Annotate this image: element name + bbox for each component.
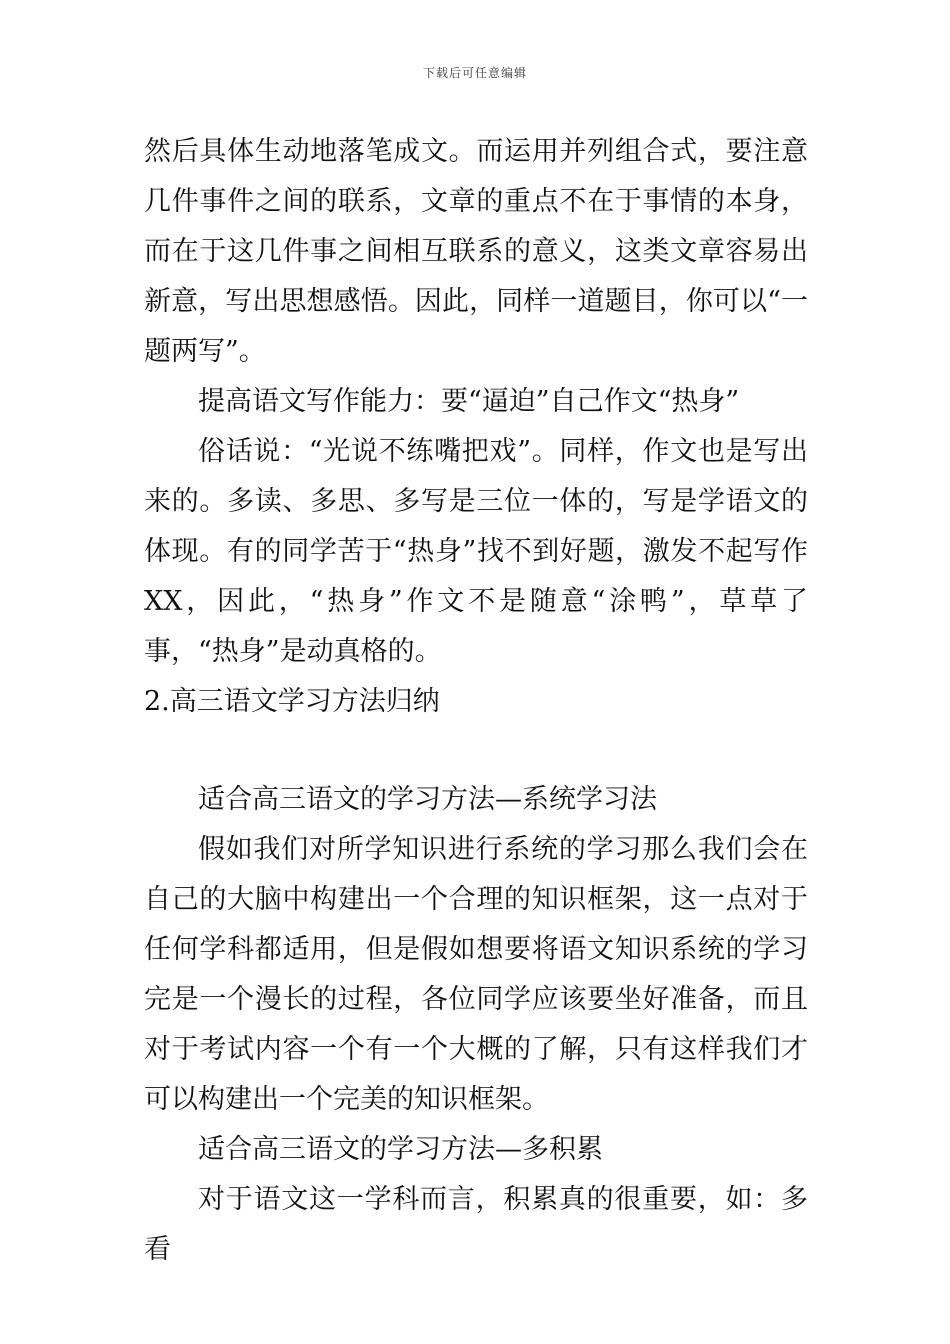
page-header: 下载后可任意编辑 bbox=[422, 66, 527, 80]
subheading-accumulation: 适合高三语文的学习方法—多积累 bbox=[198, 1134, 603, 1165]
subheading-system-learning: 适合高三语文的学习方法—系统学习法 bbox=[198, 784, 657, 815]
paragraph-accumulation: 对于语文这一学科而言，积累真的很重要，如：多看 bbox=[144, 1184, 808, 1265]
section-heading-study-methods: 2.高三语文学习方法归纳 bbox=[144, 686, 440, 717]
paragraph-writing-structure: 然后具体生动地落笔成文。而运用并列组合式，要注意几件事件之间的联系，文章的重点不在于事情的本身，而在于这几件事之间相互联系的意义，这类文章容易出新意，写出思想感悟。因此，同样一道题目，你可以“一题两写”。 bbox=[144, 136, 808, 367]
subheading-writing-warmup: 提高语文写作能力：要“逼迫”自己作文“热身” bbox=[198, 386, 740, 417]
document-body bbox=[144, 127, 808, 1275]
paragraph-practice-writing: 俗话说：“光说不练嘴把戏”。同样，作文也是写出来的。多读、多思、多写是三位一体的，写是学语文的体现。有的同学苦于“热身”找不到好题，激发不起写作XX，因此，“热身”作文不是随意“涂鸭”，草草了事，“热身”是动真格的。 bbox=[144, 436, 808, 667]
spacer bbox=[144, 727, 808, 775]
paragraph-system-learning: 假如我们对所学知识进行系统的学习那么我们会在自己的大脑中构建出一个合理的知识框架，这一点对于任何学科都适用，但是假如想要将语文知识系统的学习完是一个漫长的过程，各位同学应该要坐好准备，而且对于考试内容一个有一个大概的了解，只有这样我们才可以构建出一个完美的知识框架。 bbox=[144, 834, 808, 1115]
